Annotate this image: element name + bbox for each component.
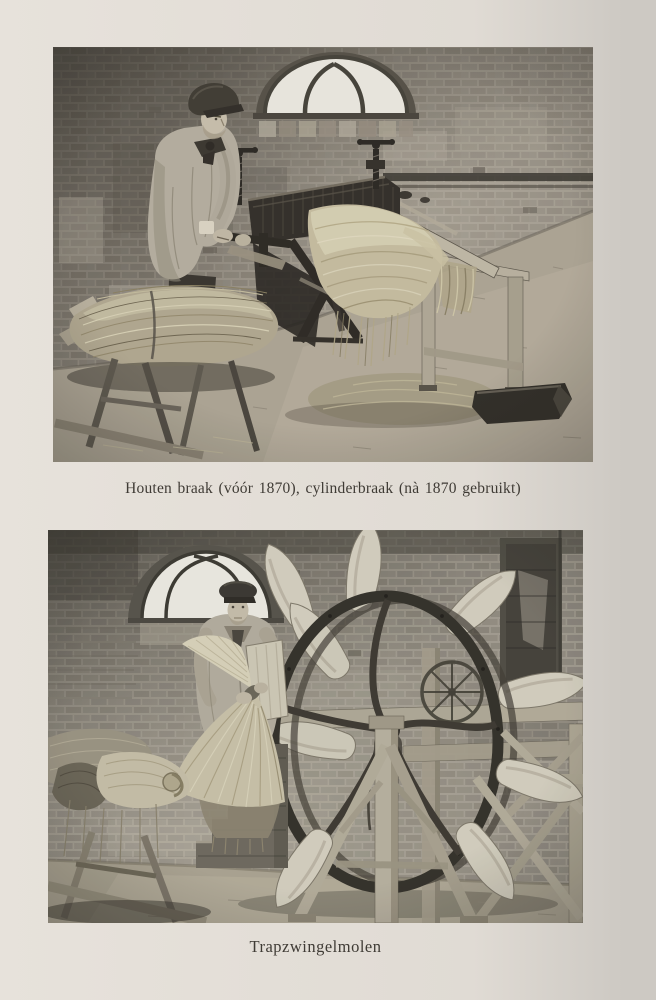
photo-houten-braak (53, 47, 593, 462)
figure-trapzwingelmolen (48, 530, 583, 923)
figure-houten-braak (53, 47, 593, 462)
caption-trapzwingelmolen: Trapzwingelmolen (249, 937, 382, 956)
caption-houten-braak: Houten braak (vóór 1870), cylinderbraak (nà 1870 gebruikt) (125, 480, 521, 497)
photo-trapzwingelmolen (48, 530, 583, 923)
